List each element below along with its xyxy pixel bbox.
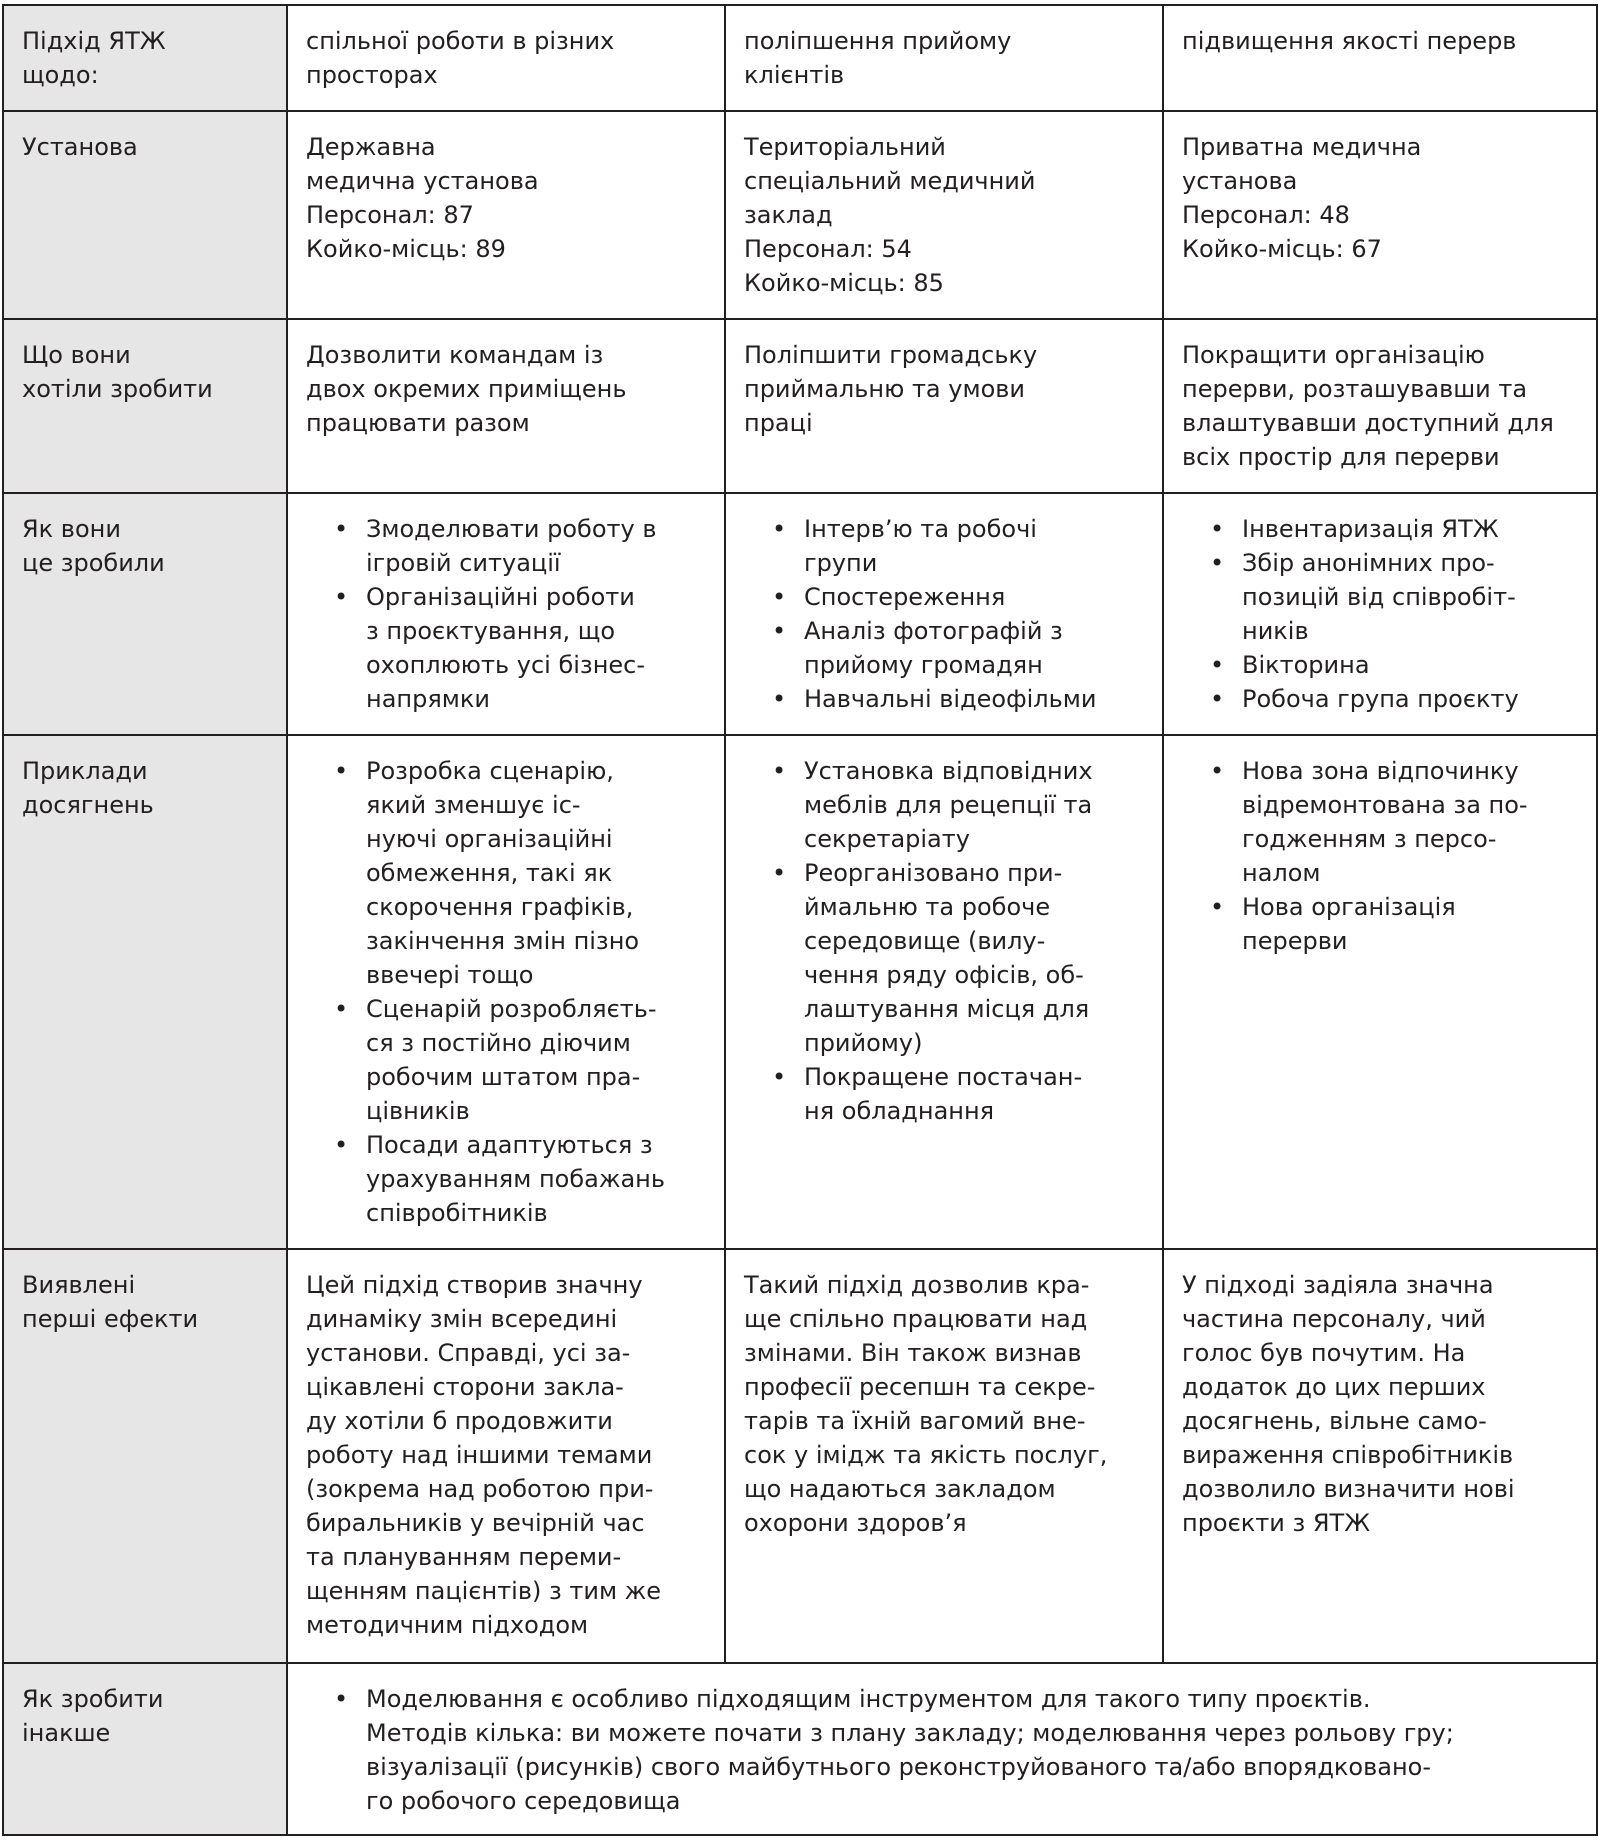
table-row xyxy=(3,735,1597,1249)
effects-col-1: Цей підхід створив значну динаміку змін всередині установи. Справді, усі за- цікавлені сторони закла- ду хотіли б продовжити роботу над іншими темами (зокрема над роботою при- биральників у вечірній час та плануванням переми- щенням пацієнтів) з тим же методичним підходом xyxy=(287,1249,725,1663)
examples-col-2 xyxy=(725,735,1163,1249)
list-item: • Покращене постачан- ня обладнання xyxy=(804,1060,1144,1128)
approach-col-1: спільної роботи в різних просторах xyxy=(287,5,725,111)
list-item: • Організаційні роботи з проєктування, що охоплюють усі бізнес- напрямки xyxy=(366,580,706,716)
differently-list xyxy=(306,1682,1578,1818)
list-item: • Спостереження xyxy=(804,580,1144,614)
row-label-approach: Підхід ЯТЖ щодо: xyxy=(3,5,287,111)
list-item: • Аналіз фотографій з прийому громадян xyxy=(804,614,1144,682)
list-item: • Змоделювати роботу в ігровій ситуації xyxy=(366,512,706,580)
how-list-3 xyxy=(1182,512,1578,716)
approach-col-2: поліпшення прийому клієнтів xyxy=(725,5,1163,111)
table-row xyxy=(3,319,1597,493)
goal-col-2: Поліпшити громадську приймальню та умови праці xyxy=(725,319,1163,493)
list-item: • Моделювання є особливо підходящим інструментом для такого типу проєктів. Методів кілька: ви можете почати з плану закладу; моделювання через рольову гру; візуалізації (рисунків) свого майбутнього реконструйованого та/або впорядковано- го робочого середовища xyxy=(366,1682,1578,1818)
goal-col-3: Покращити організацію перерви, розташувавши та влаштувавши доступний для всіх простір для перерви xyxy=(1163,319,1597,493)
list-item: • Збір анонімних про- позицій від співробіт- ників xyxy=(1242,546,1578,648)
list-item: • Розробка сценарію, який зменшує іс- нуючі організаційні обмеження, такі як скорочення графіків, закінчення змін пізно ввечері тощо xyxy=(366,754,706,992)
approach-col-3: підвищення якості перерв xyxy=(1163,5,1597,111)
table-row xyxy=(3,1249,1597,1663)
institution-col-1: Державна медична установа Персонал: 87 Койко-місць: 89 xyxy=(287,111,725,319)
row-label-institution: Установа xyxy=(3,111,287,319)
goal-col-1: Дозволити командам із двох окремих приміщень працювати разом xyxy=(287,319,725,493)
table-row xyxy=(3,493,1597,735)
effects-col-2: Такий підхід дозволив кра- ще спільно працювати над змінами. Він також визнав професії ресепшн та секре- тарів та їхній вагомий вне- сок у імідж та якість послуг, що надаються закладом охорони здоров’я xyxy=(725,1249,1163,1663)
examples-col-1 xyxy=(287,735,725,1249)
how-col-1 xyxy=(287,493,725,735)
how-col-3 xyxy=(1163,493,1597,735)
comparison-table xyxy=(2,4,1598,1836)
list-item: • Робоча група проєкту xyxy=(1242,682,1578,716)
table-row xyxy=(3,111,1597,319)
list-item: • Навчальні відеофільми xyxy=(804,682,1144,716)
how-col-2 xyxy=(725,493,1163,735)
row-label-examples: Приклади досягнень xyxy=(3,735,287,1249)
examples-list-2 xyxy=(744,754,1144,1128)
list-item: • Інвентаризація ЯТЖ xyxy=(1242,512,1578,546)
institution-col-3: Приватна медична установа Персонал: 48 Койко-місць: 67 xyxy=(1163,111,1597,319)
differently-content xyxy=(287,1663,1597,1835)
list-item: • Сценарій розробляєть- ся з постійно діючим робочим штатом пра- цівників xyxy=(366,992,706,1128)
table-row xyxy=(3,5,1597,111)
list-item: • Інтерв’ю та робочі групи xyxy=(804,512,1144,580)
examples-list-3 xyxy=(1182,754,1578,958)
list-item: • Посади адаптуються з урахуванням побажань співробітників xyxy=(366,1128,706,1230)
row-label-effects: Виявлені перші ефекти xyxy=(3,1249,287,1663)
row-label-goal: Що вони хотіли зробити xyxy=(3,319,287,493)
effects-col-3: У підході задіяла значна частина персоналу, чий голос був почутим. На додаток до цих перших досягнень, вільне само- вираження співробітників дозволило визначити нові проєкти з ЯТЖ xyxy=(1163,1249,1597,1663)
how-list-2 xyxy=(744,512,1144,716)
list-item: • Нова організація перерви xyxy=(1242,890,1578,958)
how-list-1 xyxy=(306,512,706,716)
examples-list-1 xyxy=(306,754,706,1230)
examples-col-3 xyxy=(1163,735,1597,1249)
list-item: • Реорганізовано при- ймальню та робоче середовище (вилу- чення ряду офісів, об- лаштування місця для прийому) xyxy=(804,856,1144,1060)
row-label-differently: Як зробити інакше xyxy=(3,1663,287,1835)
row-label-how: Як вони це зробили xyxy=(3,493,287,735)
list-item: • Установка відповідних меблів для рецепції та секретаріату xyxy=(804,754,1144,856)
table-row xyxy=(3,1663,1597,1835)
institution-col-2: Територіальний спеціальний медичний заклад Персонал: 54 Койко-місць: 85 xyxy=(725,111,1163,319)
list-item: • Нова зона відпочинку відремонтована за по- годженням з персо- налом xyxy=(1242,754,1578,890)
list-item: • Вікторина xyxy=(1242,648,1578,682)
